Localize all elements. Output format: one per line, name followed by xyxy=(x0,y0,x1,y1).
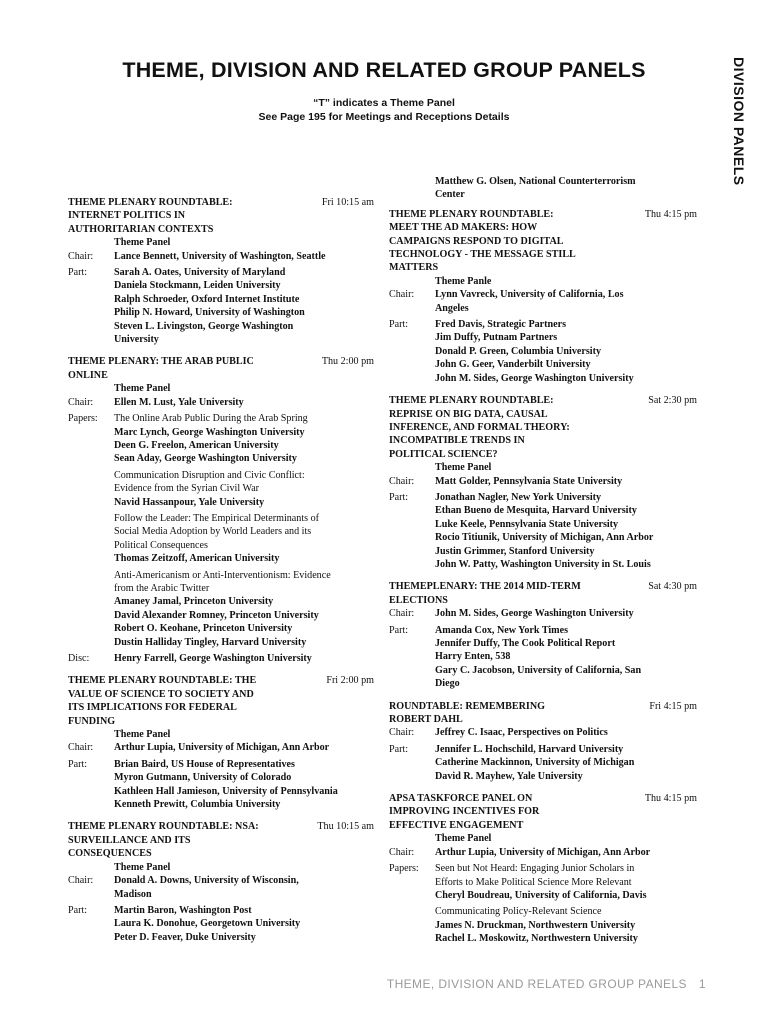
panel-type: Theme Panel xyxy=(435,833,492,845)
participant-line: David Alexander Romney, Princeton University xyxy=(114,609,319,621)
panel-type: Theme Panel xyxy=(435,462,492,474)
panel-header xyxy=(68,196,374,236)
role-label: Chair: xyxy=(68,742,94,754)
role-entries xyxy=(114,874,374,901)
role-label: Chair: xyxy=(389,289,415,301)
entry xyxy=(114,469,374,509)
role-label: Papers: xyxy=(389,863,419,875)
participant-line: University xyxy=(114,334,159,346)
panel-title-line: THEME PLENARY ROUNDTABLE: xyxy=(389,395,554,407)
role-row xyxy=(68,652,374,665)
panel-time: Thu 4:15 pm xyxy=(644,793,697,805)
participant-line: Catherine Mackinnon, University of Michigan xyxy=(435,757,635,769)
panel-title-line: MATTERS xyxy=(389,262,439,274)
entry xyxy=(114,741,374,754)
participant-line: Rocio Titiunik, University of Michigan, Ann Arbor xyxy=(435,532,654,544)
panel-title-line: ONLINE xyxy=(68,369,108,381)
footer-text: THEME, DIVISION AND RELATED GROUP PANELS xyxy=(386,977,687,991)
entry xyxy=(435,905,697,945)
participant-line: Amanda Cox, New York Times xyxy=(435,624,569,636)
entry xyxy=(435,726,697,739)
panel xyxy=(68,820,374,944)
entry xyxy=(114,758,374,812)
paper-title-line: Anti-Americanism or Anti-Interventionism: Evidence xyxy=(114,569,331,581)
role-entries xyxy=(114,412,374,649)
entry xyxy=(435,288,697,315)
panel-title-line: THEME PLENARY ROUNDTABLE: NSA: xyxy=(68,821,259,833)
participant-line: Angeles xyxy=(435,302,469,314)
role-entries xyxy=(435,607,697,620)
entry xyxy=(114,874,374,901)
panel-title-line: POLITICAL SCIENCE? xyxy=(389,448,498,460)
participant-line: Donald P. Green, Columbia University xyxy=(435,345,601,357)
paper-title-line: Communication Disruption and Civic Conflict: xyxy=(114,469,305,481)
role-label: Part: xyxy=(68,758,88,770)
panel-title-line: ROUNDTABLE: REMEMBERING xyxy=(389,700,545,712)
role-label: Chair: xyxy=(389,608,415,620)
role-label: Part: xyxy=(68,904,88,916)
panel-title-line: APSA TASKFORCE PANEL ON xyxy=(389,793,533,805)
panel-title-line: INFERENCE, AND FORMAL THEORY: xyxy=(389,421,570,433)
role-label: Chair: xyxy=(68,396,94,408)
entry xyxy=(114,512,374,566)
role-label: Part: xyxy=(68,267,88,279)
role-row xyxy=(389,624,697,691)
participant-line: Ellen M. Lust, Yale University xyxy=(114,396,244,408)
panel xyxy=(389,792,697,945)
role-row xyxy=(389,862,697,945)
role-entries xyxy=(435,288,697,315)
participant-line: Sarah A. Oates, University of Maryland xyxy=(114,267,286,279)
role-row xyxy=(68,266,374,346)
role-entries xyxy=(435,862,697,945)
panel-title-line: THEME PLENARY ROUNDTABLE: xyxy=(389,208,554,220)
role-entries xyxy=(114,266,374,346)
role-entries xyxy=(114,758,374,812)
role-entries xyxy=(435,743,697,783)
participant-line: Lynn Vavreck, University of California, Los xyxy=(435,289,624,301)
participant-line: John M. Sides, George Washington University xyxy=(435,372,634,384)
panel-title-line: ELECTIONS xyxy=(389,594,448,606)
panel-time: Sat 2:30 pm xyxy=(648,395,697,407)
participant-line: Luke Keele, Pennsylvania State University xyxy=(435,518,619,530)
role-entries xyxy=(114,652,374,665)
participant-line: Henry Farrell, George Washington University xyxy=(114,653,312,664)
continued-participant xyxy=(435,175,697,202)
panel-type: Theme Panel xyxy=(114,237,171,249)
participant-line: John G. Geer, Vanderbilt University xyxy=(435,359,591,371)
participant-line: Marc Lynch, George Washington University xyxy=(114,426,305,438)
participant-line: Martin Baron, Washington Post xyxy=(114,904,252,916)
participant-line: Ralph Schroeder, Oxford Internet Institute xyxy=(114,293,300,305)
role-label: Chair: xyxy=(68,250,94,262)
entry xyxy=(435,475,697,488)
participant-line: Center xyxy=(435,189,465,201)
participant-line: Kathleen Hall Jamieson, University of Pennsylvania xyxy=(114,785,338,797)
participant-line: Madison xyxy=(114,888,152,900)
paper-title-line: Political Consequences xyxy=(114,539,208,551)
role-entries xyxy=(435,846,697,859)
role-row xyxy=(389,318,697,385)
panel xyxy=(68,196,374,346)
entry xyxy=(435,318,697,385)
role-entries xyxy=(435,475,697,488)
role-label: Chair: xyxy=(389,727,415,739)
role-entries xyxy=(435,624,697,691)
participant-line: Cheryl Boudreau, University of California, Davis xyxy=(435,889,647,901)
panel-title-line: CAMPAIGNS RESPOND TO DIGITAL xyxy=(389,235,564,247)
role-entries xyxy=(114,396,374,409)
panel-title-line: INTERNET POLITICS IN xyxy=(68,210,186,222)
panel-title-line: THEME PLENARY: THE ARAB PUBLIC xyxy=(68,356,254,368)
panel-time: Fri 4:15 pm xyxy=(649,700,697,712)
panel xyxy=(389,208,697,385)
panel-type: Theme Panle xyxy=(435,275,492,287)
participant-line: Sean Aday, George Washington University xyxy=(114,453,297,465)
role-label: Part: xyxy=(389,624,409,636)
panel-title-line: AUTHORITARIAN CONTEXTS xyxy=(68,223,214,235)
role-row xyxy=(68,250,374,263)
entry xyxy=(114,412,374,466)
participant-line: Lance Bennett, University of Washington, Seattle xyxy=(114,250,326,262)
participant-line: Fred Davis, Strategic Partners xyxy=(435,319,566,331)
participant-line: Deen G. Freelon, American University xyxy=(114,439,279,451)
paper-title-line: Evidence from the Syrian Civil War xyxy=(114,483,260,495)
panel-header xyxy=(389,792,697,832)
participant-line: David R. Mayhew, Yale University xyxy=(435,770,583,782)
panel-title-line: ITS IMPLICATIONS FOR FEDERAL xyxy=(68,702,237,714)
role-row xyxy=(389,726,697,739)
role-row xyxy=(389,846,697,859)
participant-line: Matt Golder, Pennsylvania State University xyxy=(435,475,623,487)
participant-line: Thomas Zeitzoff, American University xyxy=(114,553,280,565)
panel xyxy=(68,355,374,665)
role-entries xyxy=(435,491,697,571)
entry xyxy=(435,607,697,620)
panel xyxy=(68,674,374,811)
participant-line: Harry Enten, 538 xyxy=(435,651,511,663)
entry xyxy=(114,652,374,665)
panel-title-line: THEME PLENARY ROUNDTABLE: THE xyxy=(68,675,257,687)
participant-line: Arthur Lupia, University of Michigan, Ann Arbor xyxy=(114,742,330,754)
role-row xyxy=(68,874,374,901)
panel-title-line: INCOMPATIBLE TRENDS IN xyxy=(389,435,525,447)
meetings-note: See Page 195 for Meetings and Receptions Details xyxy=(258,111,510,123)
paper-title-line: Communicating Policy-Relevant Science xyxy=(435,906,602,918)
participant-line: James N. Druckman, Northwestern University xyxy=(435,919,636,931)
role-label: Part: xyxy=(389,491,409,503)
panel-title-line: ROBERT DAHL xyxy=(389,714,463,726)
participant-line: Laura K. Donohue, Georgetown University xyxy=(114,918,301,930)
role-row xyxy=(389,607,697,620)
section-side-tab xyxy=(731,57,755,207)
role-entries xyxy=(114,904,374,944)
paper-title-line: from the Arabic Twitter xyxy=(114,582,210,594)
paper-title-line: Follow the Leader: The Empirical Determinants of xyxy=(114,512,319,524)
role-label: Part: xyxy=(389,319,409,331)
role-row xyxy=(68,396,374,409)
participant-line: Diego xyxy=(435,678,460,690)
participant-line: Ethan Bueno de Mesquita, Harvard University xyxy=(435,505,637,517)
panel-time: Fri 2:00 pm xyxy=(326,675,374,687)
participant-line: Jim Duffy, Putnam Partners xyxy=(435,332,558,344)
role-row xyxy=(68,412,374,649)
panel-title-line: EFFECTIVE ENGAGEMENT xyxy=(389,819,524,831)
panel-title-line: SURVEILLANCE AND ITS xyxy=(68,834,191,846)
role-label: Part: xyxy=(389,743,409,755)
role-entries xyxy=(114,250,374,263)
panel-header xyxy=(68,355,374,382)
page-number: 1 xyxy=(698,977,706,991)
page-footer xyxy=(387,977,706,991)
panel-title-line: IMPROVING INCENTIVES FOR xyxy=(389,806,540,818)
panel xyxy=(389,700,697,783)
role-label: Chair: xyxy=(389,475,415,487)
entry xyxy=(435,846,697,859)
paper-title-line: Social Media Adoption by World Leaders and its xyxy=(114,526,312,538)
role-entries xyxy=(435,318,697,385)
panel-title-line: THEME PLENARY ROUNDTABLE: xyxy=(68,197,233,208)
role-label: Papers: xyxy=(68,413,98,425)
panel-title-line: TECHNOLOGY - THE MESSAGE STILL xyxy=(389,249,576,261)
participant-line: Steven L. Livingston, George Washington xyxy=(114,320,294,332)
panel-header xyxy=(68,674,374,728)
role-label: Disc: xyxy=(68,653,90,664)
right-column xyxy=(389,175,697,955)
participant-line: Peter D. Feaver, Duke University xyxy=(114,931,256,943)
panel-type: Theme Panel xyxy=(114,729,171,741)
panel-time: Thu 2:00 pm xyxy=(321,356,374,368)
role-label: Chair: xyxy=(389,846,415,858)
participant-line: Gary C. Jacobson, University of California, San xyxy=(435,664,642,676)
panel-title-line: REPRISE ON BIG DATA, CAUSAL xyxy=(389,408,548,420)
paper-title-line: The Online Arab Public During the Arab Spring xyxy=(114,413,308,425)
theme-indicator-note: “T” indicates a Theme Panel xyxy=(313,97,455,109)
paper-title-line: Efforts to Make Political Science More Relevant xyxy=(435,876,632,888)
panel-header xyxy=(389,580,697,607)
participant-line: Brian Baird, US House of Representatives xyxy=(114,758,295,770)
panel-time: Sat 4:30 pm xyxy=(648,581,697,593)
page-title: THEME, DIVISION AND RELATED GROUP PANELS xyxy=(122,58,646,82)
participant-line: Robert O. Keohane, Princeton University xyxy=(114,623,293,635)
participant-line: Arthur Lupia, University of Michigan, Ann Arbor xyxy=(435,846,651,858)
role-row xyxy=(68,904,374,944)
participant-line: Jeffrey C. Isaac, Perspectives on Politics xyxy=(435,727,608,739)
participant-line: Matthew G. Olsen, National Counterterrorism xyxy=(435,176,636,187)
participant-line: Donald A. Downs, University of Wisconsin, xyxy=(114,875,299,887)
participant-line: Justin Grimmer, Stanford University xyxy=(435,545,595,557)
participant-line: Kenneth Prewitt, Columbia University xyxy=(114,799,281,811)
panel-header xyxy=(389,394,697,461)
panel-title-line: CONSEQUENCES xyxy=(68,848,152,860)
entry xyxy=(435,491,697,571)
panel-time: Thu 10:15 am xyxy=(317,821,374,833)
role-row xyxy=(389,491,697,571)
participant-line: Jennifer Duffy, The Cook Political Report xyxy=(435,638,616,649)
panel-title-line: FUNDING xyxy=(68,715,116,727)
panel-type: Theme Panel xyxy=(114,383,171,395)
participant-line: Philip N. Howard, University of Washington xyxy=(114,307,305,319)
participant-line: Amaney Jamal, Princeton University xyxy=(114,596,274,608)
left-column xyxy=(68,196,374,953)
participant-line: Rachel L. Moskowitz, Northwestern University xyxy=(435,933,638,945)
panel-title-line: THEMEPLENARY: THE 2014 MID-TERM xyxy=(389,581,581,593)
role-entries xyxy=(114,741,374,754)
participant-line: Jennifer L. Hochschild, Harvard University xyxy=(435,743,624,755)
entry xyxy=(114,396,374,409)
role-entries xyxy=(435,726,697,739)
panel-time: Fri 10:15 am xyxy=(321,197,374,208)
entry xyxy=(435,862,697,902)
paper-title-line: Seen but Not Heard: Engaging Junior Scholars in xyxy=(435,863,635,875)
section-side-label: DIVISION PANELS xyxy=(731,57,747,186)
entry xyxy=(114,266,374,346)
panel-time: Thu 4:15 pm xyxy=(644,208,697,220)
panel-title-line: MEET THE AD MAKERS: HOW xyxy=(389,222,538,234)
entry xyxy=(435,743,697,783)
panel xyxy=(389,580,697,690)
participant-line: John W. Patty, Washington University in St. Louis xyxy=(435,558,651,570)
panel-header xyxy=(68,820,374,860)
role-row xyxy=(389,743,697,783)
panel-header xyxy=(389,208,697,275)
role-row xyxy=(68,741,374,754)
panel-header xyxy=(389,700,697,727)
entry xyxy=(435,624,697,691)
panel xyxy=(389,394,697,571)
panel-type: Theme Panel xyxy=(114,861,171,873)
role-row xyxy=(389,475,697,488)
role-label: Chair: xyxy=(68,875,94,887)
entry xyxy=(114,569,374,649)
participant-line: Dustin Halliday Tingley, Harvard University xyxy=(114,636,307,648)
entry xyxy=(114,250,374,263)
participant-line: Myron Gutmann, University of Colorado xyxy=(114,772,292,784)
panel-title-line: VALUE OF SCIENCE TO SOCIETY AND xyxy=(68,688,254,700)
role-row xyxy=(389,288,697,315)
participant-line: Jonathan Nagler, New York University xyxy=(435,491,602,503)
participant-line: Navid Hassanpour, Yale University xyxy=(114,496,265,508)
participant-line: John M. Sides, George Washington University xyxy=(435,608,634,620)
role-row xyxy=(68,758,374,812)
participant-line: Daniela Stockmann, Leiden University xyxy=(114,280,281,292)
entry xyxy=(114,904,374,944)
